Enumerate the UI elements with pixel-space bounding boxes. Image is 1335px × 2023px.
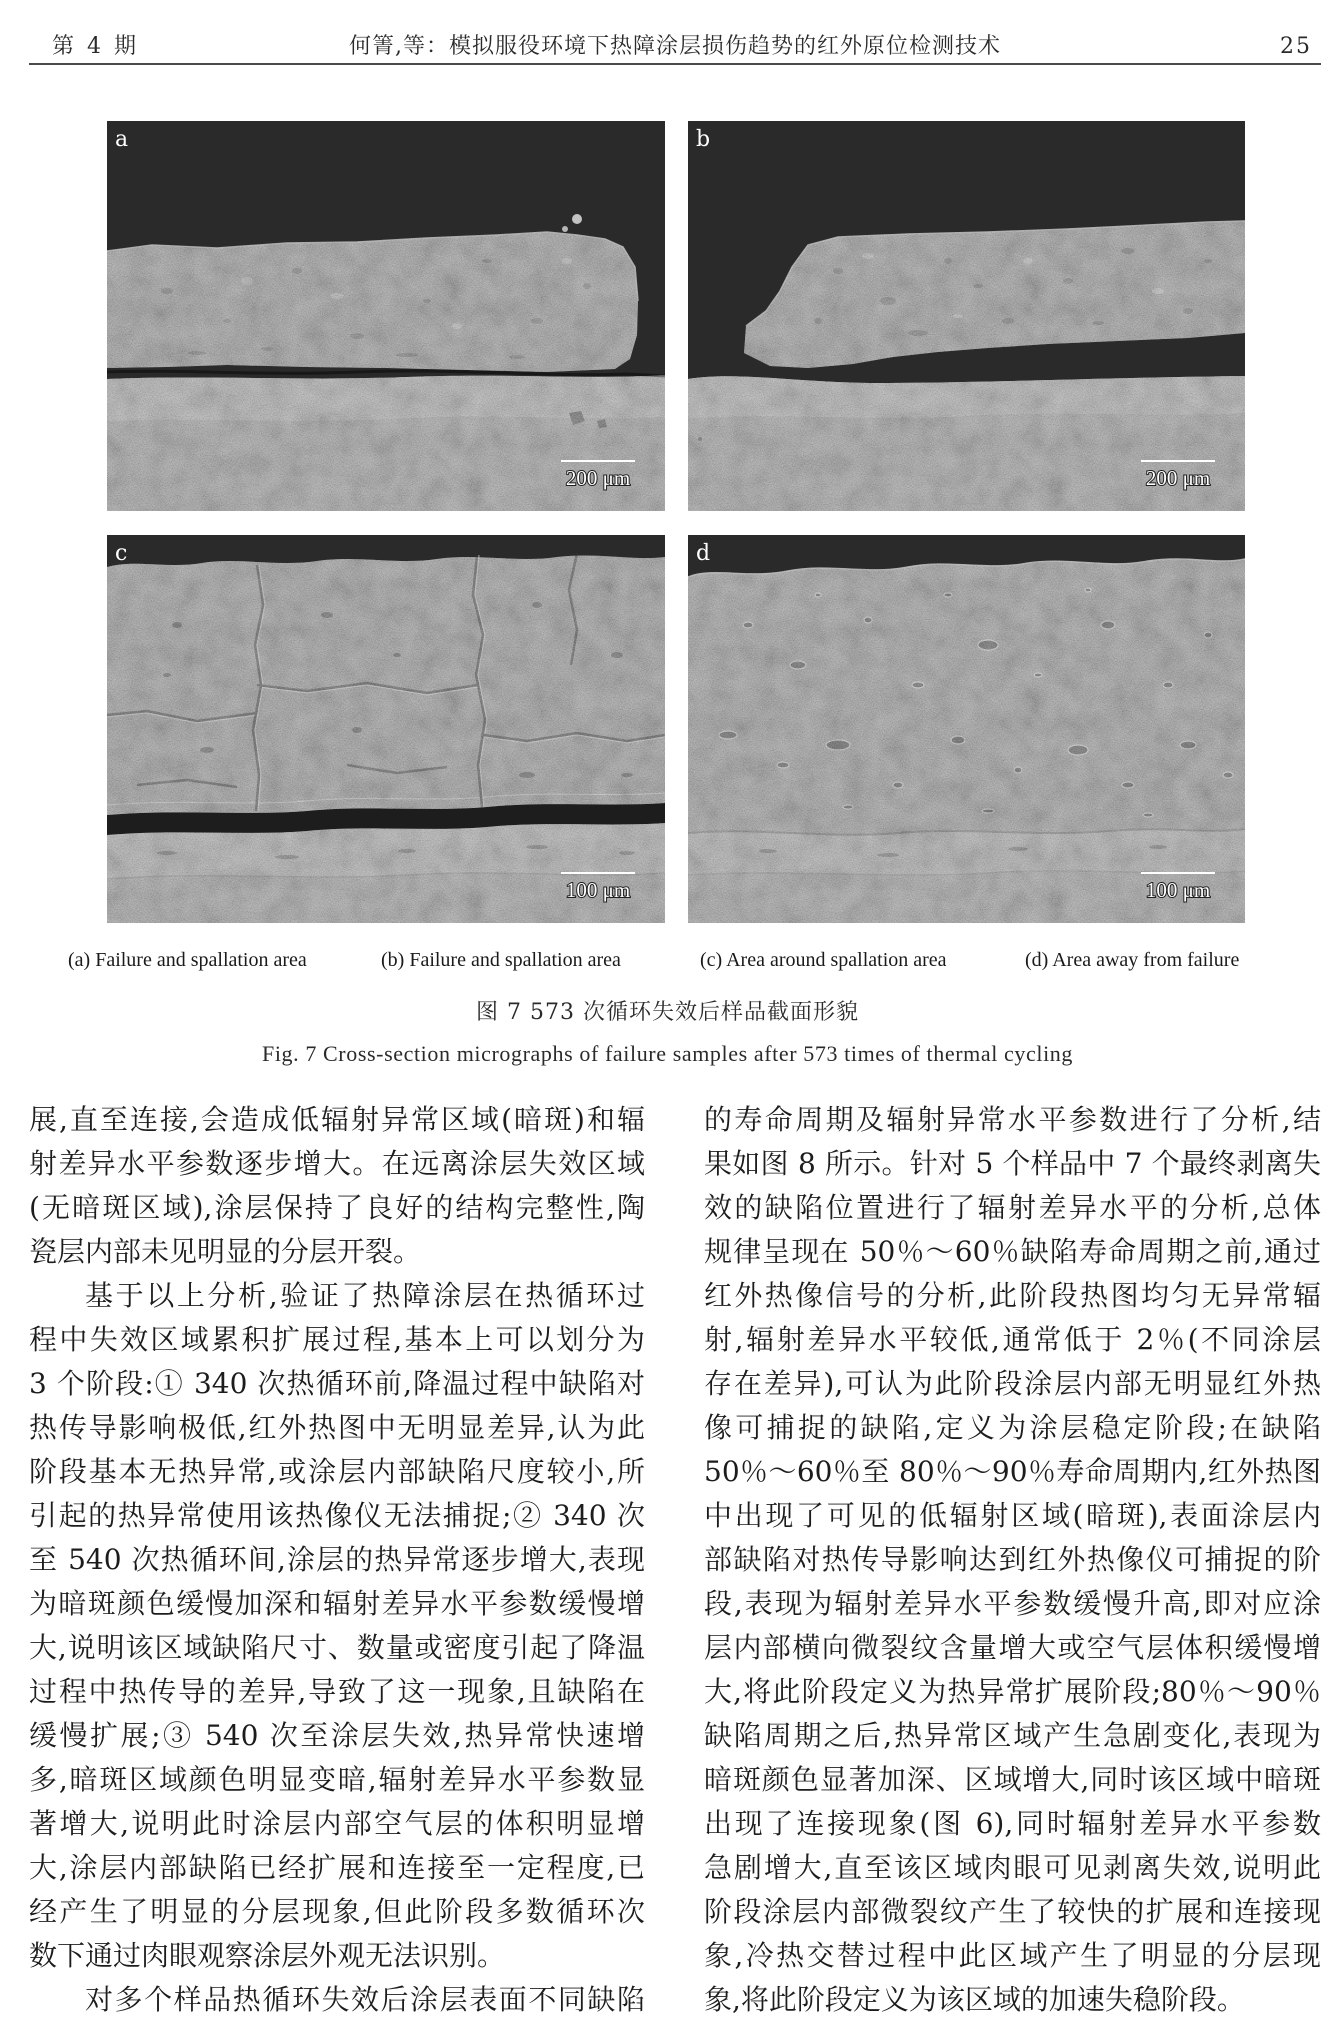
text-line: 大,涂层内部缺陷已经扩展和连接至一定程度,已 [29,1851,645,1884]
text-line: 的寿命周期及辐射异常水平参数进行了分析,结 [704,1103,1321,1136]
text-line: 对多个样品热循环失效后涂层表面不同缺陷 [85,1983,645,2016]
text-line: 过程中热传导的差异,导致了这一现象,且缺陷在 [29,1675,645,1708]
text-line: 基于以上分析,验证了热障涂层在热循环过 [85,1279,645,1312]
running-title: 何箐,等：模拟服役环境下热障涂层损伤趋势的红外原位检测技术 [349,34,1001,59]
text-line: 阶段涂层内部微裂纹产生了较快的扩展和连接现 [704,1895,1321,1928]
scale-bar-label-c: 100 μm [565,878,631,902]
text-line: 阶段基本无热异常,或涂层内部缺陷尺度较小,所 [29,1455,645,1488]
text-line: 经产生了明显的分层现象,但此阶段多数循环次 [29,1895,645,1928]
grain-texture [107,535,665,923]
subcaption-d: (d) Area away from failure [1025,949,1240,971]
micrograph-panel-a [107,121,665,511]
text-line: 展,直至连接,会造成低辐射异常区域(暗斑)和辐 [29,1103,645,1136]
micrograph-panel-c [107,535,665,923]
text-line: 瓷层内部未见明显的分层开裂。 [29,1235,422,1268]
scale-bar-label-b: 200 μm [1145,466,1211,490]
text-line: 50％～60％至 80％～90％寿命周期内,红外热图 [704,1455,1321,1488]
panel-label-b: b [696,127,711,152]
text-line: 象,将此阶段定义为该区域的加速失稳阶段。 [704,1983,1245,2016]
panel-label-a: a [115,127,129,152]
text-line: 缓慢扩展;③ 540 次至涂层失效,热异常快速增 [29,1719,645,1752]
micrograph-b [688,121,1245,511]
text-line: 中出现了可见的低辐射区域(暗斑),表面涂层内 [704,1499,1321,1532]
text-line: 射,辐射差异水平较低,通常低于 2％(不同涂层 [704,1323,1321,1356]
text-line: 效的缺陷位置进行了辐射差异水平的分析,总体 [704,1191,1321,1224]
text-line: 著增大,说明此时涂层内部空气层的体积明显增 [29,1807,645,1840]
text-line: 射差异水平参数逐步增大。在远离涂层失效区域 [29,1147,645,1180]
text-line: 层内部横向微裂纹含量增大或空气层体积缓慢增 [704,1631,1321,1664]
grain-texture [688,535,1245,923]
text-line: (无暗斑区域),涂层保持了良好的结构完整性,陶 [29,1191,645,1224]
text-line: 为暗斑颜色缓慢加深和辐射差异水平参数缓慢增 [29,1587,645,1620]
text-line: 部缺陷对热传导影响达到红外热像仪可捕捉的阶 [704,1543,1321,1576]
text-line: 出现了连接现象(图 6),同时辐射差异水平参数 [704,1807,1321,1840]
text-line: 缺陷周期之后,热异常区域产生急剧变化,表现为 [704,1719,1321,1752]
subcaption-b: (b) Failure and spallation area [381,949,621,971]
micrograph-c [107,535,665,923]
text-line: 象,冷热交替过程中此区域产生了明显的分层现 [704,1939,1321,1972]
figure-caption-chinese: 图 7 573 次循环失效后样品截面形貌 [476,1000,859,1025]
micrograph-d [688,535,1245,923]
scale-bar-label-d: 100 μm [1145,878,1211,902]
scale-bar-label-a: 200 μm [565,466,631,490]
text-line: 存在差异),可认为此阶段涂层内部无明显红外热 [704,1367,1321,1400]
text-line: 大,将此阶段定义为热异常扩展阶段;80％～90％ [704,1675,1321,1708]
text-line: 多,暗斑区域颜色明显变暗,辐射差异水平参数显 [29,1763,645,1796]
text-line: 数下通过肉眼观察涂层外观无法识别。 [29,1939,506,1972]
panel-label-d: d [696,541,711,566]
text-line: 像可捕捉的缺陷,定义为涂层稳定阶段;在缺陷 [704,1411,1321,1444]
issue-number: 第 4 期 [52,34,139,59]
page-number: 25 [1280,34,1312,59]
panel-label-c: c [115,541,128,566]
text-line: 段,表现为辐射差异水平参数缓慢升高,即对应涂 [704,1587,1321,1620]
micrograph-panel-b [688,121,1245,511]
text-line: 至 540 次热循环间,涂层的热异常逐步增大,表现 [29,1543,645,1576]
text-line: 急剧增大,直至该区域肉眼可见剥离失效,说明此 [704,1851,1321,1884]
header-rule [29,63,1321,65]
micrograph-panel-d [688,535,1245,923]
text-line: 3 个阶段:① 340 次热循环前,降温过程中缺陷对 [29,1367,645,1400]
text-line: 大,说明该区域缺陷尺寸、数量或密度引起了降温 [29,1631,645,1664]
text-line: 规律呈现在 50％～60％缺陷寿命周期之前,通过 [704,1235,1321,1268]
body-column-left [29,1098,645,2022]
subcaption-c: (c) Area around spallation area [700,949,947,971]
text-line: 热传导影响极低,红外热图中无明显差异,认为此 [29,1411,645,1444]
micrograph-a [107,121,665,511]
body-column-right [704,1098,1321,2022]
figure-caption-english: Fig. 7 Cross-section micrographs of failure samples after 573 times of thermal cycling [261,1041,1074,1066]
text-line: 果如图 8 所示。针对 5 个样品中 7 个最终剥离失 [704,1147,1321,1180]
text-line: 程中失效区域累积扩展过程,基本上可以划分为 [29,1323,645,1356]
text-line: 红外热像信号的分析,此阶段热图均匀无异常辐 [704,1279,1321,1312]
text-line: 引起的热异常使用该热像仪无法捕捉;② 340 次 [29,1499,645,1532]
subcaption-a: (a) Failure and spallation area [68,949,307,971]
text-line: 暗斑颜色显著加深、区域增大,同时该区域中暗斑 [704,1763,1321,1796]
